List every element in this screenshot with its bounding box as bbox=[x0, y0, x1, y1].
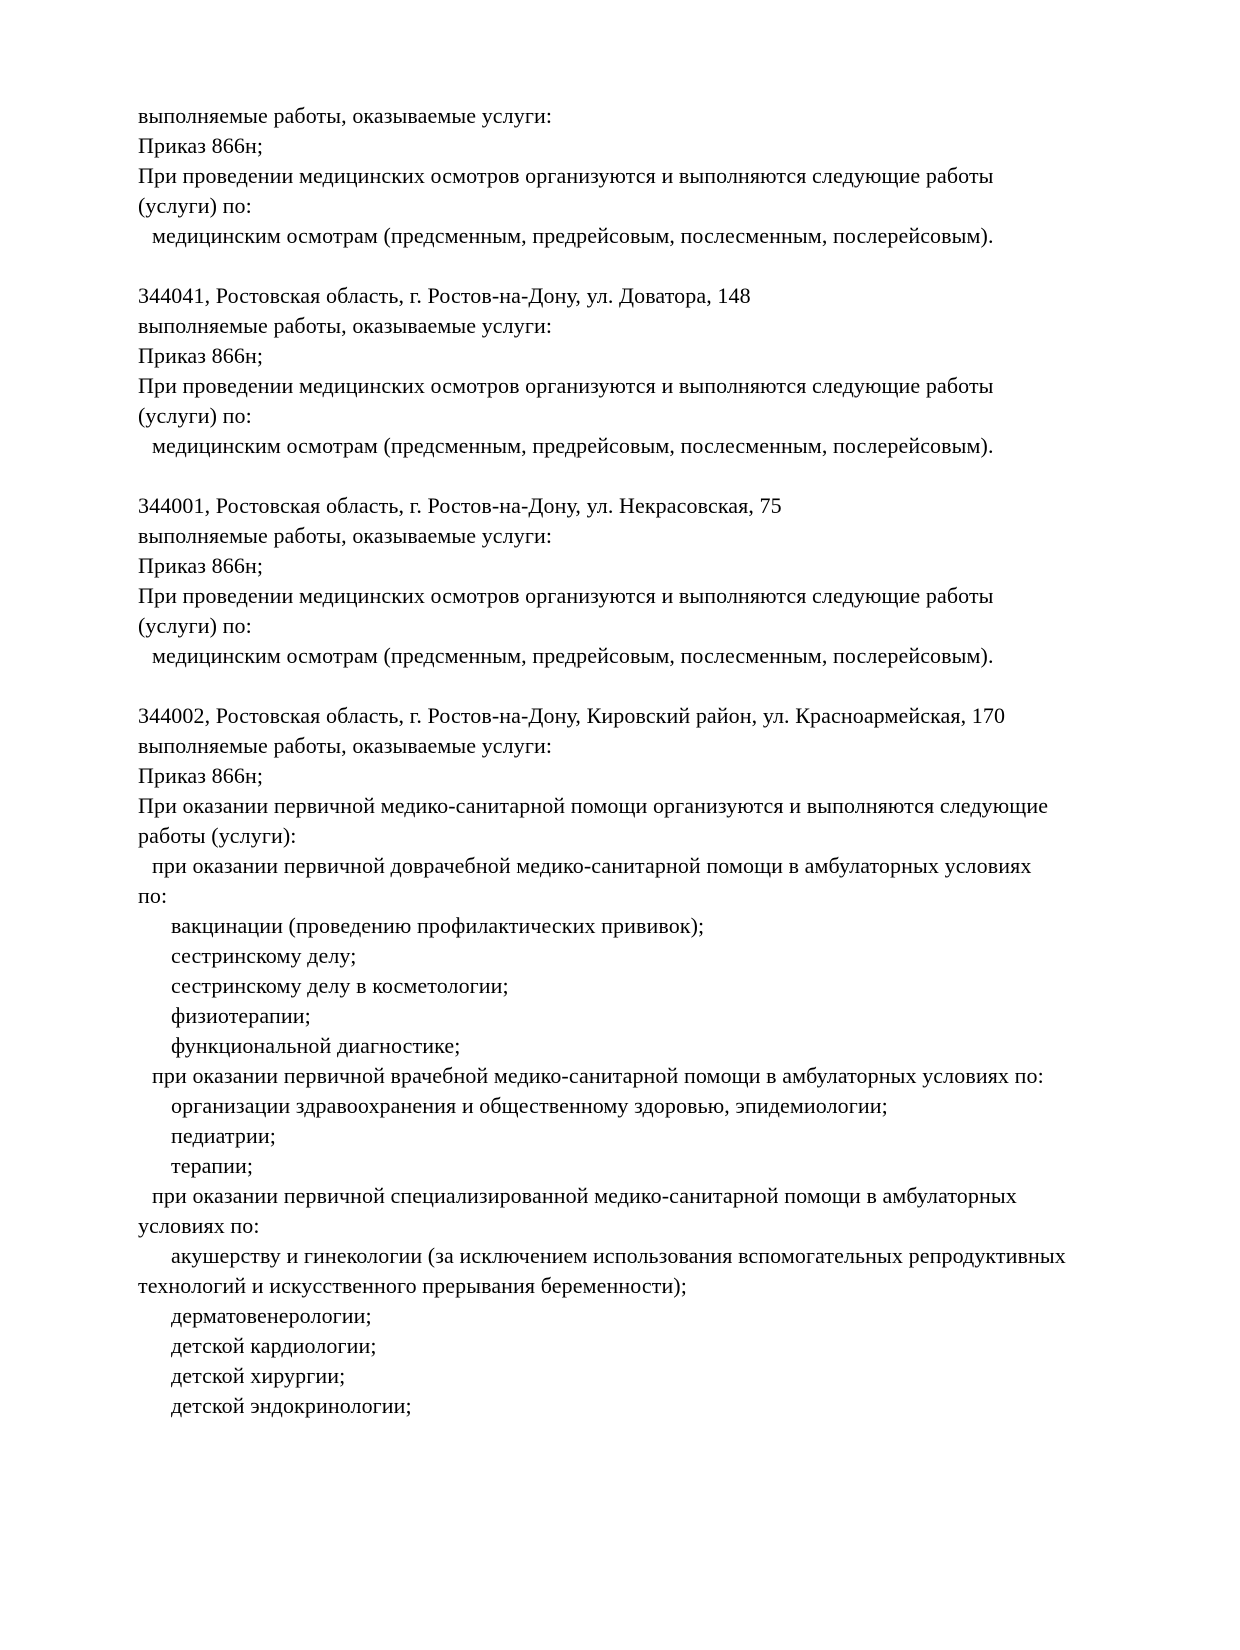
text-line: организации здравоохранения и общественному здоровью, эпидемиологии; bbox=[171, 1093, 888, 1118]
text-line: выполняемые работы, оказываемые услуги: bbox=[138, 523, 553, 548]
text-line: (услуги) по: bbox=[138, 193, 252, 218]
text-line: сестринскому делу; bbox=[171, 943, 357, 968]
text-line: выполняемые работы, оказываемые услуги: bbox=[138, 103, 553, 128]
text-line: медицинским осмотрам (предсменным, предрейсовым, послесменным, послерейсовым). bbox=[152, 643, 994, 668]
text-line: педиатрии; bbox=[171, 1123, 276, 1148]
text-line: При проведении медицинских осмотров организуются и выполняются следующие работы bbox=[138, 163, 994, 188]
address-line: 344002, Ростовская область, г. Ростов-на-Дону, Кировский район, ул. Красноармейская, 170 bbox=[138, 703, 1006, 728]
text-line: детской хирургии; bbox=[171, 1363, 346, 1388]
text-line: выполняемые работы, оказываемые услуги: bbox=[138, 733, 553, 758]
text-line: При оказании первичной медико-санитарной помощи организуются и выполняются следующие bbox=[138, 793, 1049, 818]
text-line: выполняемые работы, оказываемые услуги: bbox=[138, 313, 553, 338]
text-line: при оказании первичной врачебной медико-санитарной помощи в амбулаторных условиях по: bbox=[152, 1063, 1044, 1088]
text-line: При проведении медицинских осмотров организуются и выполняются следующие работы bbox=[138, 373, 994, 398]
facility-block-344001 bbox=[138, 491, 1178, 671]
text-line: акушерству и гинекологии (за исключением использования вспомогательных репродуктивных bbox=[171, 1243, 1066, 1268]
text-line: (услуги) по: bbox=[138, 403, 252, 428]
facility-block-344002 bbox=[138, 701, 1178, 1421]
text-line: при оказании первичной специализированной медико-санитарной помощи в амбулаторных bbox=[152, 1183, 1017, 1208]
text-line: при оказании первичной доврачебной медико-санитарной помощи в амбулаторных условиях bbox=[152, 853, 1032, 878]
address-line: 344041, Ростовская область, г. Ростов-на-Дону, ул. Доватора, 148 bbox=[138, 283, 751, 308]
text-line: вакцинации (проведению профилактических прививок); bbox=[171, 913, 705, 938]
document-body bbox=[138, 101, 1178, 1421]
text-line: функциональной диагностике; bbox=[171, 1033, 461, 1058]
text-line: Приказ 866н; bbox=[138, 133, 264, 158]
text-line: Приказ 866н; bbox=[138, 343, 264, 368]
text-line: детской кардиологии; bbox=[171, 1333, 377, 1358]
facility-block-344041 bbox=[138, 281, 1178, 461]
text-line: (услуги) по: bbox=[138, 613, 252, 638]
text-line: медицинским осмотрам (предсменным, предрейсовым, послесменным, послерейсовым). bbox=[152, 223, 994, 248]
text-line: Приказ 866н; bbox=[138, 553, 264, 578]
text-line: При проведении медицинских осмотров организуются и выполняются следующие работы bbox=[138, 583, 994, 608]
text-line: терапии; bbox=[171, 1153, 254, 1178]
address-line: 344001, Ростовская область, г. Ростов-на-Дону, ул. Некрасовская, 75 bbox=[138, 493, 782, 518]
text-line: сестринскому делу в косметологии; bbox=[171, 973, 509, 998]
text-line: работы (услуги): bbox=[138, 823, 297, 848]
text-line: дерматовенерологии; bbox=[171, 1303, 372, 1328]
text-line: физиотерапии; bbox=[171, 1003, 311, 1028]
text-line: условиях по: bbox=[138, 1213, 260, 1238]
text-line: Приказ 866н; bbox=[138, 763, 264, 788]
text-line: по: bbox=[138, 883, 168, 908]
text-line: технологий и искусственного прерывания беременности); bbox=[138, 1273, 687, 1298]
text-line: медицинским осмотрам (предсменным, предрейсовым, послесменным, послерейсовым). bbox=[152, 433, 994, 458]
works-block-continuation bbox=[138, 101, 1178, 251]
text-line: детской эндокринологии; bbox=[171, 1393, 412, 1418]
